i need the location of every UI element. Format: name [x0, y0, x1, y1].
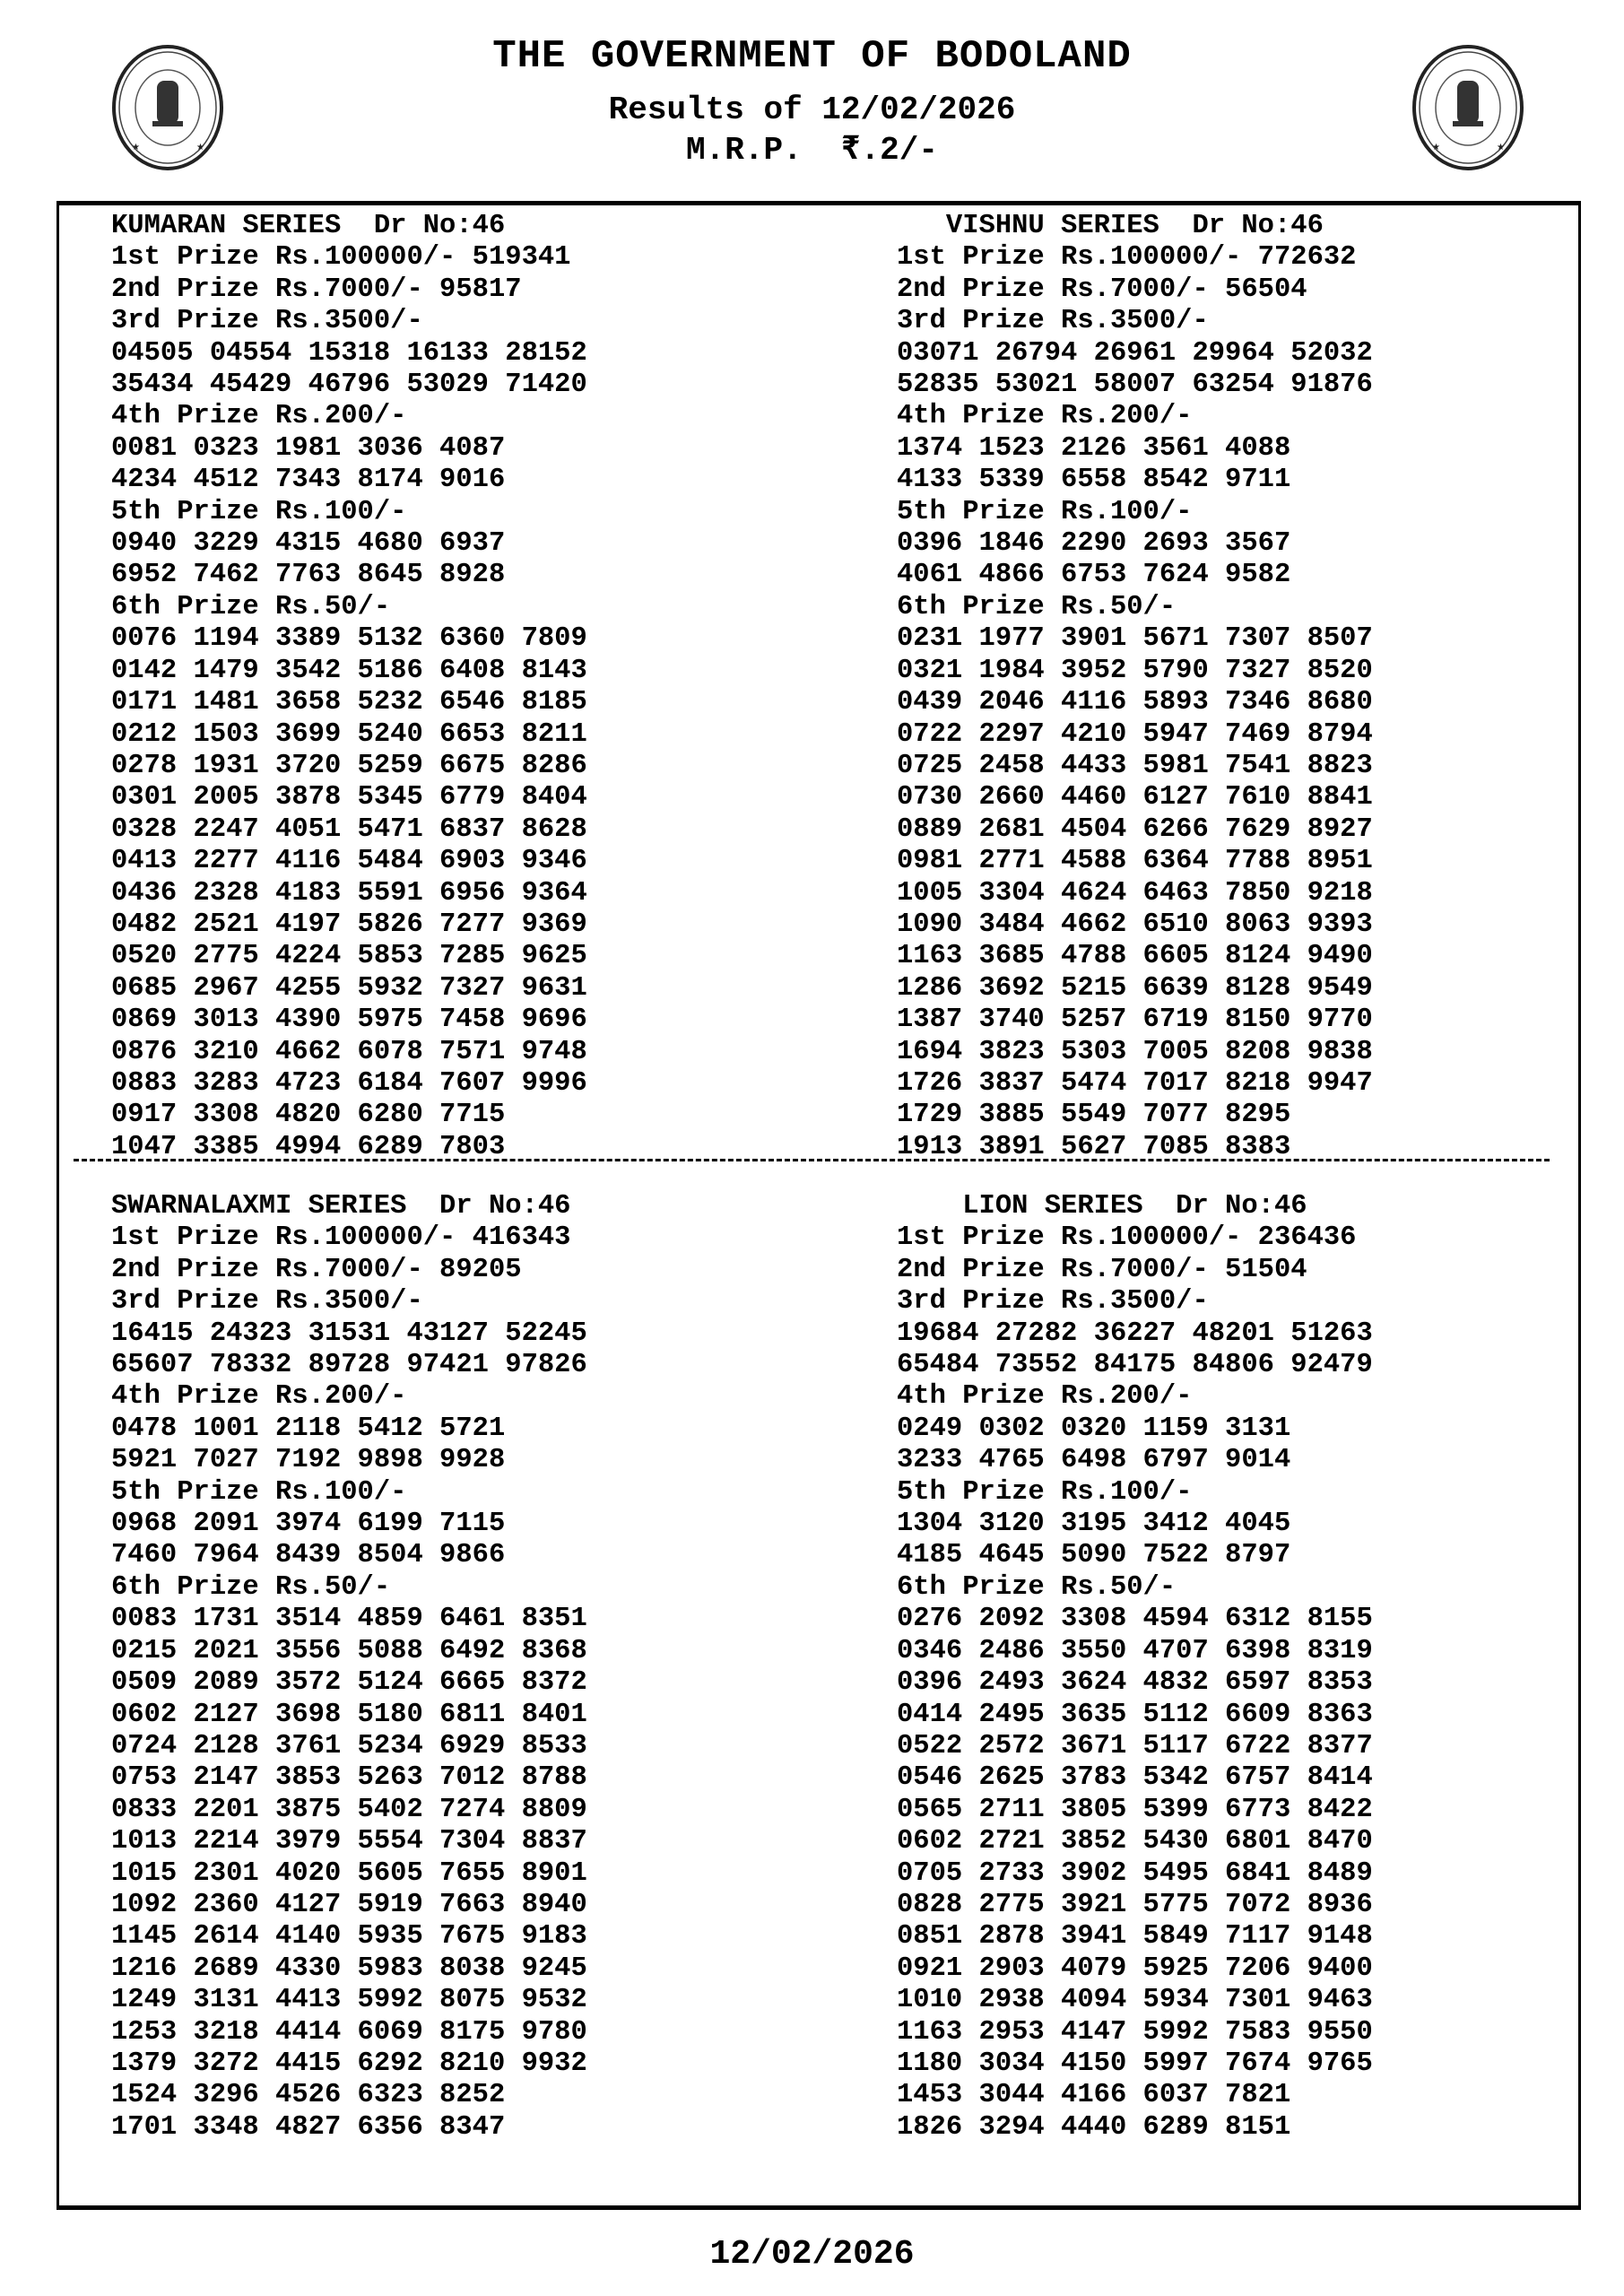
third-prize-label: 3rd Prize Rs.3500/-	[111, 1286, 423, 1318]
third-prize-label: 3rd Prize Rs.3500/-	[897, 1286, 1209, 1318]
sixth-prize-numbers-row: 0439 2046 4116 5893 7346 8680	[897, 687, 1373, 718]
sixth-prize-numbers-row: 1145 2614 4140 5935 7675 9183	[111, 1921, 587, 1952]
series-header: SWARNALAXMI SERIES Dr No:46	[111, 1191, 571, 1222]
svg-text:★: ★	[196, 143, 204, 152]
third-prize-numbers-row: 52835 53021 58007 63254 91876	[897, 370, 1373, 401]
sixth-prize-label: 6th Prize Rs.50/-	[897, 1571, 1177, 1603]
third-prize-numbers-row: 03071 26794 26961 29964 52032	[897, 337, 1373, 369]
sixth-prize-numbers-row: 1249 3131 4413 5992 8075 9532	[111, 1985, 587, 2016]
sixth-prize-numbers-row: 0509 2089 3572 5124 6665 8372	[111, 1667, 587, 1699]
sixth-prize-numbers-row: 1729 3885 5549 7077 8295	[897, 1100, 1291, 1131]
third-prize-numbers-row: 16415 24323 31531 43127 52245	[111, 1318, 587, 1349]
fourth-prize-numbers-row: 1374 1523 2126 3561 4088	[897, 432, 1291, 464]
sixth-prize-numbers-row: 0725 2458 4433 5981 7541 8823	[897, 750, 1373, 781]
sixth-prize-numbers-row: 1379 3272 4415 6292 8210 9932	[111, 2048, 587, 2079]
fifth-prize-numbers-row: 0396 1846 2290 2693 3567	[897, 528, 1291, 560]
fourth-prize-numbers-row: 3233 4765 6498 6797 9014	[897, 1445, 1291, 1476]
document-header	[0, 0, 1624, 202]
sixth-prize-numbers-row: 0685 2967 4255 5932 7327 9631	[111, 972, 587, 1004]
mrp-price: M.R.P. ₹.2/-	[686, 132, 938, 169]
sixth-prize-numbers-row: 0869 3013 4390 5975 7458 9696	[111, 1004, 587, 1036]
sixth-prize-numbers-row: 0414 2495 3635 5112 6609 8363	[897, 1699, 1373, 1730]
sixth-prize-numbers-row: 0522 2572 3671 5117 6722 8377	[897, 1730, 1373, 1761]
svg-text:★: ★	[1497, 143, 1505, 152]
sixth-prize-numbers-row: 0413 2277 4116 5484 6903 9346	[111, 846, 587, 877]
first-prize-line: 1st Prize Rs.100000/- 416343	[111, 1222, 571, 1254]
sixth-prize-numbers-row: 1010 2938 4094 5934 7301 9463	[897, 1985, 1373, 2016]
sixth-prize-numbers-row: 1090 3484 4662 6510 8063 9393	[897, 909, 1373, 940]
first-prize-line: 1st Prize Rs.100000/- 519341	[111, 242, 571, 274]
sixth-prize-numbers-row: 1163 3685 4788 6605 8124 9490	[897, 941, 1373, 972]
sixth-prize-numbers-row: 0321 1984 3952 5790 7327 8520	[897, 655, 1373, 686]
sixth-prize-numbers-row: 0602 2721 3852 5430 6801 8470	[897, 1826, 1373, 1857]
second-prize-line: 2nd Prize Rs.7000/- 51504	[897, 1254, 1307, 1285]
sixth-prize-numbers-row: 0981 2771 4588 6364 7788 8951	[897, 846, 1373, 877]
sixth-prize-label: 6th Prize Rs.50/-	[111, 591, 391, 622]
sixth-prize-numbers-row: 0730 2660 4460 6127 7610 8841	[897, 782, 1373, 813]
fourth-prize-numbers-row: 4133 5339 6558 8542 9711	[897, 465, 1291, 496]
page-title: THE GOVERNMENT OF BODOLAND	[492, 34, 1132, 79]
sixth-prize-numbers-row: 0520 2775 4224 5853 7285 9625	[111, 941, 587, 972]
sixth-prize-numbers-row: 0705 2733 3902 5495 6841 8489	[897, 1857, 1373, 1889]
sixth-prize-numbers-row: 1013 2214 3979 5554 7304 8837	[111, 1826, 587, 1857]
sixth-prize-numbers-row: 0328 2247 4051 5471 6837 8628	[111, 813, 587, 845]
series-header: LION SERIES Dr No:46	[897, 1191, 1307, 1222]
fifth-prize-numbers-row: 4185 4645 5090 7522 8797	[897, 1540, 1291, 1571]
sixth-prize-label: 6th Prize Rs.50/-	[111, 1571, 391, 1603]
fifth-prize-numbers-row: 4061 4866 6753 7624 9582	[897, 560, 1291, 591]
fourth-prize-label: 4th Prize Rs.200/-	[897, 1381, 1193, 1413]
sixth-prize-numbers-row: 0215 2021 3556 5088 6492 8368	[111, 1635, 587, 1666]
third-prize-label: 3rd Prize Rs.3500/-	[897, 306, 1209, 337]
sixth-prize-numbers-row: 0482 2521 4197 5826 7277 9369	[111, 909, 587, 940]
footer-date: 12/02/2026	[709, 2235, 915, 2274]
sixth-prize-numbers-row: 1092 2360 4127 5919 7663 8940	[111, 1889, 587, 1920]
fifth-prize-label: 5th Prize Rs.100/-	[111, 496, 407, 527]
fifth-prize-numbers-row: 0940 3229 4315 4680 6937	[111, 528, 506, 560]
first-prize-line: 1st Prize Rs.100000/- 772632	[897, 242, 1357, 274]
sixth-prize-numbers-row: 1694 3823 5303 7005 8208 9838	[897, 1036, 1373, 1067]
sixth-prize-numbers-row: 1726 3837 5474 7017 8218 9947	[897, 1067, 1373, 1099]
fifth-prize-label: 5th Prize Rs.100/-	[897, 1476, 1193, 1508]
sixth-prize-numbers-row: 0753 2147 3853 5263 7012 8788	[111, 1762, 587, 1794]
sixth-prize-numbers-row: 0546 2625 3783 5342 6757 8414	[897, 1762, 1373, 1794]
sixth-prize-numbers-row: 1180 3034 4150 5997 7674 9765	[897, 2048, 1373, 2079]
third-prize-label: 3rd Prize Rs.3500/-	[111, 306, 423, 337]
second-prize-line: 2nd Prize Rs.7000/- 89205	[111, 1254, 522, 1285]
third-prize-numbers-row: 65484 73552 84175 84806 92479	[897, 1350, 1373, 1381]
sixth-prize-numbers-row: 1524 3296 4526 6323 8252	[111, 2080, 506, 2111]
sixth-prize-numbers-row: 0212 1503 3699 5240 6653 8211	[111, 718, 587, 750]
sixth-prize-numbers-row: 0876 3210 4662 6078 7571 9748	[111, 1036, 587, 1067]
sixth-prize-numbers-row: 0171 1481 3658 5232 6546 8185	[111, 687, 587, 718]
series-header: KUMARAN SERIES Dr No:46	[111, 211, 506, 241]
sixth-prize-numbers-row: 0083 1731 3514 4859 6461 8351	[111, 1604, 587, 1635]
first-prize-line: 1st Prize Rs.100000/- 236436	[897, 1222, 1357, 1254]
series-header: VISHNU SERIES Dr No:46	[897, 211, 1324, 241]
fourth-prize-label: 4th Prize Rs.200/-	[111, 1381, 407, 1413]
sixth-prize-numbers-row: 0231 1977 3901 5671 7307 8507	[897, 623, 1373, 655]
sixth-prize-numbers-row: 0076 1194 3389 5132 6360 7809	[111, 623, 587, 655]
third-prize-numbers-row: 65607 78332 89728 97421 97826	[111, 1350, 587, 1381]
sixth-prize-numbers-row: 1387 3740 5257 6719 8150 9770	[897, 1004, 1373, 1036]
sixth-prize-numbers-row: 1453 3044 4166 6037 7821	[897, 2080, 1291, 2111]
fourth-prize-numbers-row: 0249 0302 0320 1159 3131	[897, 1413, 1291, 1444]
second-prize-line: 2nd Prize Rs.7000/- 56504	[897, 274, 1307, 305]
results-date-heading: Results of 12/02/2026	[608, 91, 1016, 128]
series-block-kumaran	[111, 211, 587, 1163]
sixth-prize-numbers-row: 0889 2681 4504 6266 7629 8927	[897, 813, 1373, 845]
dashed-divider	[74, 1159, 1550, 1161]
sixth-prize-numbers-row: 1216 2689 4330 5983 8038 9245	[111, 1952, 587, 1984]
third-prize-numbers-row: 19684 27282 36227 48201 51263	[897, 1318, 1373, 1349]
sixth-prize-numbers-row: 0142 1479 3542 5186 6408 8143	[111, 655, 587, 686]
fifth-prize-numbers-row: 1304 3120 3195 3412 4045	[897, 1509, 1291, 1540]
sixth-prize-numbers-row: 1163 2953 4147 5992 7583 9550	[897, 2016, 1373, 2048]
series-block-vishnu	[897, 211, 1373, 1163]
fourth-prize-numbers-row: 0478 1001 2118 5412 5721	[111, 1413, 506, 1444]
fourth-prize-numbers-row: 4234 4512 7343 8174 9016	[111, 465, 506, 496]
sixth-prize-numbers-row: 0851 2878 3941 5849 7117 9148	[897, 1921, 1373, 1952]
fourth-prize-label: 4th Prize Rs.200/-	[111, 401, 407, 432]
second-prize-line: 2nd Prize Rs.7000/- 95817	[111, 274, 522, 305]
sixth-prize-numbers-row: 1826 3294 4440 6289 8151	[897, 2111, 1291, 2143]
sixth-prize-numbers-row: 1253 3218 4414 6069 8175 9780	[111, 2016, 587, 2048]
sixth-prize-numbers-row: 1286 3692 5215 6639 8128 9549	[897, 972, 1373, 1004]
series-block-swarnalaxmi	[111, 1191, 587, 2144]
third-prize-numbers-row: 04505 04554 15318 16133 28152	[111, 337, 587, 369]
sixth-prize-numbers-row: 0276 2092 3308 4594 6312 8155	[897, 1604, 1373, 1635]
fifth-prize-numbers-row: 6952 7462 7763 8645 8928	[111, 560, 506, 591]
third-prize-numbers-row: 35434 45429 46796 53029 71420	[111, 370, 587, 401]
series-block-lion	[897, 1191, 1373, 2144]
fourth-prize-numbers-row: 0081 0323 1981 3036 4087	[111, 432, 506, 464]
sixth-prize-numbers-row: 0346 2486 3550 4707 6398 8319	[897, 1635, 1373, 1666]
sixth-prize-numbers-row: 0917 3308 4820 6280 7715	[111, 1100, 506, 1131]
svg-text:★: ★	[132, 143, 140, 152]
sixth-prize-numbers-row: 1701 3348 4827 6356 8347	[111, 2111, 506, 2143]
sixth-prize-numbers-row: 0722 2297 4210 5947 7469 8794	[897, 718, 1373, 750]
sixth-prize-numbers-row: 0828 2775 3921 5775 7072 8936	[897, 1889, 1373, 1920]
fifth-prize-numbers-row: 0968 2091 3974 6199 7115	[111, 1509, 506, 1540]
sixth-prize-numbers-row: 1047 3385 4994 6289 7803	[111, 1131, 506, 1162]
fifth-prize-numbers-row: 7460 7964 8439 8504 9866	[111, 1540, 506, 1571]
sixth-prize-numbers-row: 1015 2301 4020 5605 7655 8901	[111, 1857, 587, 1889]
sixth-prize-numbers-row: 0396 2493 3624 4832 6597 8353	[897, 1667, 1373, 1699]
sixth-prize-numbers-row: 1005 3304 4624 6463 7850 9218	[897, 877, 1373, 909]
sixth-prize-label: 6th Prize Rs.50/-	[897, 591, 1177, 622]
sixth-prize-numbers-row: 0278 1931 3720 5259 6675 8286	[111, 750, 587, 781]
sixth-prize-numbers-row: 0883 3283 4723 6184 7607 9996	[111, 1067, 587, 1099]
sixth-prize-numbers-row: 0921 2903 4079 5925 7206 9400	[897, 1952, 1373, 1984]
svg-text:★: ★	[1432, 143, 1440, 152]
fourth-prize-numbers-row: 5921 7027 7192 9898 9928	[111, 1445, 506, 1476]
sixth-prize-numbers-row: 0724 2128 3761 5234 6929 8533	[111, 1730, 587, 1761]
sixth-prize-numbers-row: 0436 2328 4183 5591 6956 9364	[111, 877, 587, 909]
sixth-prize-numbers-row: 0565 2711 3805 5399 6773 8422	[897, 1794, 1373, 1825]
sixth-prize-numbers-row: 1913 3891 5627 7085 8383	[897, 1131, 1291, 1162]
fifth-prize-label: 5th Prize Rs.100/-	[111, 1476, 407, 1508]
sixth-prize-numbers-row: 0833 2201 3875 5402 7274 8809	[111, 1794, 587, 1825]
sixth-prize-numbers-row: 0301 2005 3878 5345 6779 8404	[111, 782, 587, 813]
fourth-prize-label: 4th Prize Rs.200/-	[897, 401, 1193, 432]
sixth-prize-numbers-row: 0602 2127 3698 5180 6811 8401	[111, 1699, 587, 1730]
fifth-prize-label: 5th Prize Rs.100/-	[897, 496, 1193, 527]
